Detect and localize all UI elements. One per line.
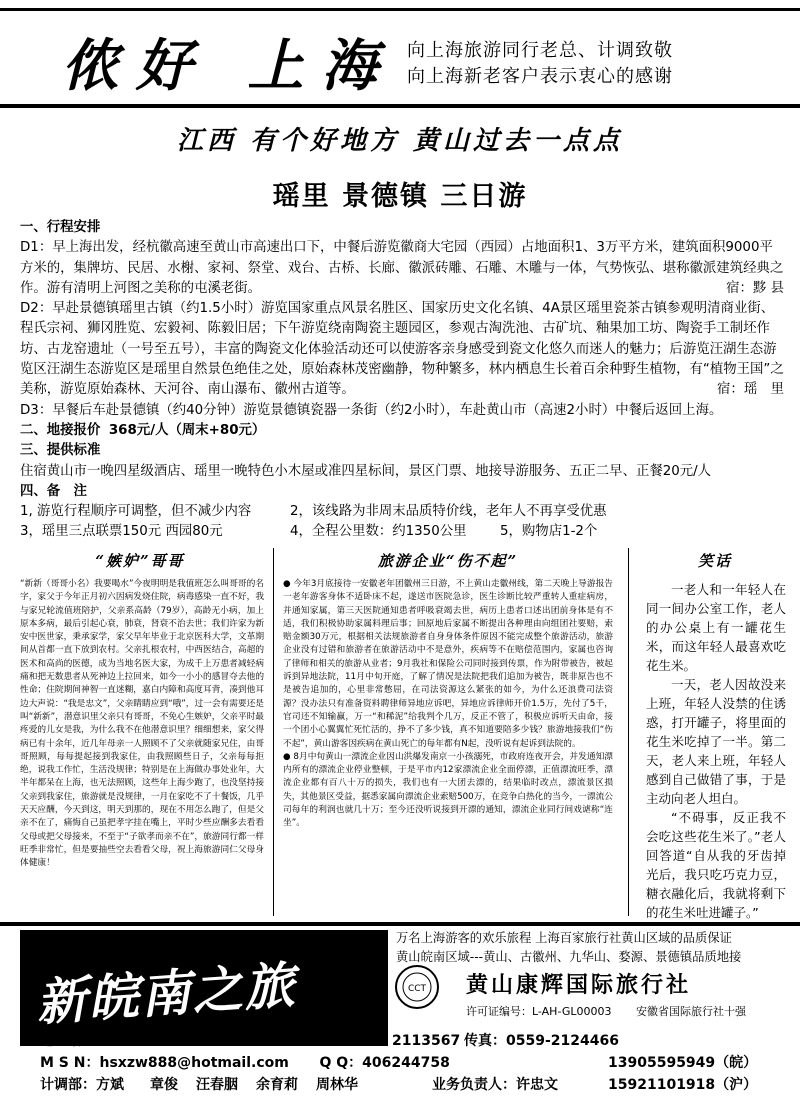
day-2-stay: 宿：瑶 里	[717, 382, 784, 398]
manager-row	[432, 1074, 558, 1094]
note-2: 2，该线路为非周末品质特价线，老年人不再享受优惠	[290, 504, 607, 520]
price-value: 368元/人（周末+80元）	[108, 422, 266, 438]
dispatch-staff-1: 方斌	[96, 1077, 124, 1093]
company-name: 黄山康辉国际旅行社	[466, 973, 692, 998]
middle-column-title: 旅游企业“伤不起”	[377, 552, 519, 570]
dispatch-staff-5: 周林华	[316, 1077, 358, 1093]
phone-2: 2121678	[224, 1033, 293, 1049]
phone-1: 0559-2121677	[96, 1033, 209, 1049]
company-rank: 安徽省国际旅行社十强	[636, 1005, 746, 1018]
main-title: 瑶里 景德镇 三日游	[272, 181, 528, 212]
column-divider-left	[273, 548, 274, 916]
company-seal-icon	[394, 964, 440, 1010]
msn-row	[40, 1052, 450, 1072]
day-1-text: D1：早上海出发，经杭徽高速至黄山市高速出口下，中餐后游览徽商大宅园（西园）占地面积1、3万平方米，建筑面积9000平方米的，集牌坊、民居、水榭、家祠、祭堂、戏台、古桥、长廊、徽派砖雕、石雕、木雕与一体，气势恢弘、堪称徽派建筑经典之作。游有清明上河图之美称的屯溪老街。	[20, 240, 784, 296]
joke-paragraph-2: 一天，老人因故没来上班，年轻人没禁的住诱惑，打开罐子，将里面的花生米吃掉了一半。第二天，老人来上班，年轻人感到自己做错了事，于是主动向老人坦白。	[646, 677, 786, 806]
day-1-stay: 宿：黟 县	[726, 280, 784, 296]
left-column-paragraph: “新新（哥哥小名）我要喝水”今夜明明是我值班怎么叫哥哥的名字，家父于今年正月初六因病发烧住院，病毒感染一直不好，我与家兄轮流值班陪护，父亲系高龄（79岁），高龄无小病，加上原本多病，最后引起心衰，肺衰，肾衰不治去世；我们许家为新安中医世家，秉承家学，家父早年毕业于北京医科大学，文革期间从首都一直下放到农村。父亲扎根农村，中西医结合，高超的医术和高尚的医德，成为当地名医大家，为成千上万患者减轻病痛和把无数患者从死神边上拉回来，如今一小小的感冒夺去他的性命；住院期间神智一直迷糊，嘉白内障和高度耳背，凑到他耳边大声说：“我是忠文”，父亲睛睛应到“哦”，过一会有需要还是叫“新新”，潜意识里父亲只有哥哥，不免心生嫉妒，父亲平时最疼爱的儿女是我，为什么我不在他潜意识里？细细想来，家父得病已有十余年，近几年母亲一人照顾不了父亲就随家兄住，由哥哥照顾，每每提起接到我家住，由我照顾些日子，父亲每每拒绝，说我工作忙，生活没规律；特别是在上海做办事处业年，大半年都呆在上海，也无法照顾，这些年上海少跑了，也没坚持接父亲到我家住，旅游就是没规律，一月在家吃不了十餐饭，几乎天天应酬，今天到这，明天到那的，现在不用怎么跑了，但是父亲不在了，痛悔自己虽把孝字挂在嘴上，平时少些应酬多去看看父母或把父母接来，不至于“子欲孝而亲不在”，旅游同行都一样旺季非常忙，但是要抽些空去看看父母，祝上海旅游同仁父母身体健康！	[20, 579, 264, 869]
phone-3: 2121679	[308, 1033, 377, 1049]
middle-column-paragraph-2: ● 8月中旬黄山一漂流企业因山洪爆发南京一小孩溺死，市政府连夜开会，并发通知漂内所有的漂流企业停业整顿，于是平市内12家漂流企业全面停漂，正值漂流旺季，漂流企业都有百八十万的损失，我们也有一大团去漂的，结果临时改点，漂流景区损失，其他景区受益，据悉家属向漂流企业索赔500万，在竞争白热化的当今，一漂流公司每年的利润也就几十万；至今还没听说接到开漂的通知，漂流企业同行间戏谑称“连坐”。	[283, 751, 613, 829]
note-1: 1, 游览行程顺序可调整，但不减少内容	[20, 504, 252, 520]
right-column-text	[646, 580, 786, 922]
day-2	[20, 299, 784, 400]
right-column-title: 笑话	[697, 552, 732, 570]
header-line-1: 向上海旅游同行老总、计调致敬	[407, 40, 673, 61]
middle-column-text	[283, 578, 613, 831]
joke-paragraph-1: 一老人和一年轻人在同一间办公室工作，老人的办公桌上有一罐花生米，而这年轻人最喜欢吃花生米。	[646, 582, 786, 673]
day-1	[20, 238, 784, 299]
qq-number: 406244758	[362, 1055, 450, 1071]
price-line	[20, 421, 784, 441]
phone-4: 2113567	[392, 1033, 461, 1049]
mobile-1: 13905595949（皖）	[608, 1055, 758, 1071]
standards-heading: 三、提供标准	[20, 443, 101, 459]
itinerary-heading: 一、行程安排	[20, 220, 101, 235]
company-seal-text: CCT	[407, 984, 427, 994]
header-line-2: 向上海新老客户表示衷心的感谢	[407, 66, 673, 87]
joke-paragraph-3: “不碍事，反正我不会吃这些花生米了。”老人回答道“自从我的牙齿掉光后，我只吃巧克力豆，糖衣融化后，我就将剩下的花生米吐进罐子。”	[646, 810, 786, 920]
note-5: 5，购物店1-2个	[500, 524, 598, 540]
phone-row	[40, 1030, 619, 1050]
note-4: 4，全程公里数：约1350公里	[290, 524, 467, 540]
top-border	[0, 8, 800, 11]
footer-divider	[0, 922, 800, 926]
left-column-title: “嫉妒”哥哥	[95, 552, 185, 570]
dispatch-row	[40, 1074, 358, 1094]
standards-text: 住宿黄山市一晚四星级酒店、瑶里一晚特色小木屋或准四星标间，景区门票、地接导游服务、五正二早、正餐20元/人	[20, 463, 712, 479]
middle-column-paragraph-1: ● 今年3月底接待一安徽老年团徽州三日游，不上黄山走徽州线，第二天晚上导游报告一老年游客身体不适卧床不起，遂送市医院急诊，医生诊断比较严重转人重症病房，并通知家属，第三天医院通知患者呼吸衰竭去世，病历上患者口述出团前身体是有不适，我们积极协助家属料理后事；回原地后家属不断提出各种理由向组团社要赔，索赔金额30万元，根据相关法规旅游者自身身体条件原因不能完成整个旅游活动，旅游企业没有过错和旅游者在旅游活动中不是意外，疾病等不在赔偿范围内，家属也咨询了律师和相关的旅游从业者；9月我社和保险公司同时接到传票，作为附带被告，被起诉到异地法院，11月中旬开庭，了解了情况是法院把我们追加为被告，既非原告也不是被告追加的，心里非常憋屈，在司法资源这么紧张的如今，为什么还浪费司法资源？没办法只有准备资料聘律师异地应诉吧，异地应诉律师开价1.5万，先付了5千，官司还不知输赢，万一“和稀泥”给我判个几万，反正不管了，积极应诉听天由命，接一个团小心翼翼忙死忙活的，挣不了多少钱，真不知道要陪多少钱？旅游地接我们“伤不起”，黄山游客因疾病在黄山死亡的每年都有N起，没听说有起诉到法院的。	[283, 579, 613, 749]
notes-heading: 四、备 注	[20, 483, 87, 499]
mobile-2: 15921101918（沪）	[608, 1077, 758, 1093]
footer-tagline-1: 万名上海游客的欢乐旅程 上海百家旅行社黄山区域的品质保证	[396, 931, 732, 945]
logo-box	[20, 930, 388, 1046]
notes-row-2	[20, 522, 784, 542]
itinerary-section	[20, 218, 784, 543]
logo-text: 新皖南之旅	[34, 955, 299, 1033]
phone-label: 电 话：	[40, 1033, 96, 1049]
qq-label: Q Q：	[319, 1055, 363, 1071]
dispatch-label: 计调部：	[40, 1077, 96, 1093]
notes-row-1	[20, 502, 784, 522]
fax-label: 传真：	[464, 1033, 506, 1049]
dispatch-staff-3: 汪春胭	[196, 1077, 238, 1093]
price-heading: 二、地接报价	[20, 422, 101, 438]
license-number: 许可证编号：L-AH-GL00003	[466, 1005, 612, 1018]
header-title: 侬好 上海	[62, 33, 396, 99]
slogan: 江西 有个好地方 黄山过去一点点	[176, 126, 624, 156]
day-2-text: D2：早赴景德镇瑶里古镇（约1.5小时）游览国家重点风景名胜区、国家历史文化名镇、4A景区瑶里瓷茶古镇参观明清商业街、程氏宗祠、狮冈胜览、宏毅祠、陈毅旧居；下午游览绕南陶瓷主题园区，参观古淘洗池、古矿坑、釉果加工坊、陶瓷手工制坯作坊、古龙窑遗址（一号至五号），丰富的陶瓷文化体验活动还可以使游客亲身感受到瓷文化悠久而迷人的魅力；后游览汪湖生态游览区汪湖生态游览区是瑶里自然景色绝佳之处，原始森林茂密幽静，物种繁多，林内栖息生长着百余种野生植物，有“植物王国”之美称，游览原始森林、天河谷、南山瀑布、徽州古道等。	[20, 301, 784, 398]
left-column-text	[20, 578, 264, 871]
header-divider	[0, 104, 800, 108]
manager-label: 业务负责人：	[432, 1077, 516, 1093]
msn-address: hsxzw888@hotmail.com	[99, 1055, 289, 1071]
column-divider-right	[628, 548, 629, 916]
note-3: 3，瑶里三点联票150元 西园80元	[20, 524, 223, 540]
day-3: D3：早餐后车赴景德镇（约40分钟）游览景德镇瓷器一条街（约2小时），车赴黄山市（高速2小时）中餐后返回上海。	[20, 402, 723, 418]
dispatch-staff-2: 章俊	[150, 1077, 178, 1093]
footer-tagline-2: 黄山皖南区域---黄山、古徽州、九华山、婺源、景德镇品质地接	[396, 950, 742, 964]
fax-number: 0559-2124466	[506, 1033, 619, 1049]
msn-label: M S N：	[40, 1055, 100, 1071]
dispatch-staff-4: 余育莉	[256, 1077, 298, 1093]
manager-name: 许忠文	[516, 1077, 558, 1093]
